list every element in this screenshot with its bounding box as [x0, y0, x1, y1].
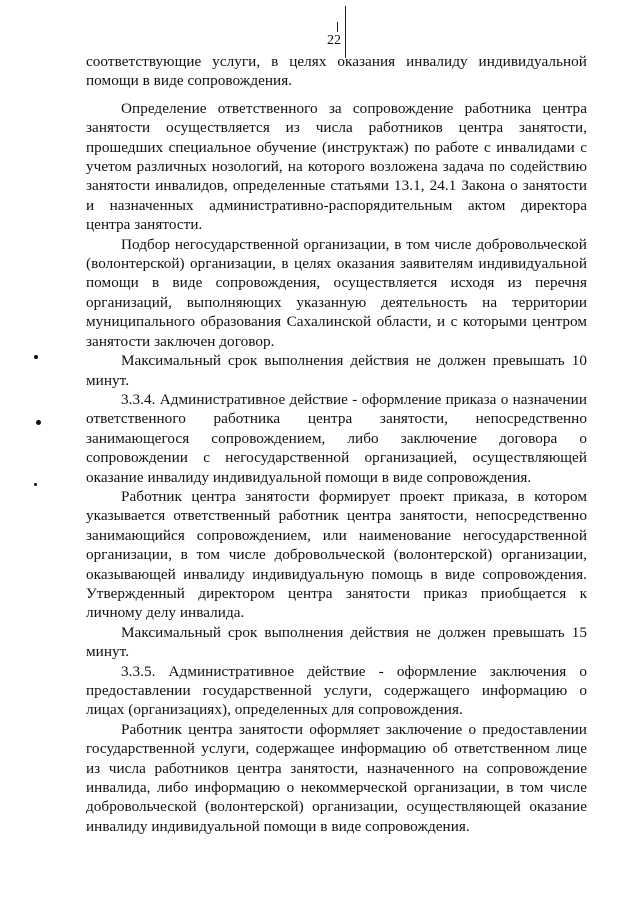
paragraph: 3.3.5. Административное действие - оформление заключения о предоставлении государственной услуги, содержащего информацию о лицах (организациях), определенных для сопровождения. — [86, 662, 587, 719]
scan-artifact-line — [345, 6, 346, 58]
binding-hole-mark — [34, 355, 38, 359]
paragraph: Подбор негосударственной организации, в том числе добровольческой (волонтерской) организации, в целях оказания заявителям индивидуальной помощи в виде сопровождения, осуществляется исходя из перечня организаций, выполняющих указанную деятельность на территории муниципального образования Сахалинской области, и с которыми центром занятости заключен договор. — [86, 235, 587, 350]
paragraph: 3.3.4. Административное действие - оформление приказа о назначении ответственного работника центра занятости, непосредственно занимающегося сопровождением, либо заключение договора о сопровождении с негосударственной организацией, осуществляющей оказание инвалиду индивидуальной помощи в виде сопровождения. — [86, 390, 587, 486]
page-number: 22 — [327, 33, 341, 48]
binding-hole-mark — [34, 483, 37, 486]
paragraph: Определение ответственного за сопровождение работника центра занятости осуществляется из числа работников центра занятости, прошедших специальное обучение (инструктаж) по работе с инвалидами с учетом различных нозологий, на которого возложена задача по содействию занятости инвалидов, определенные статьями 13.1, 24.1 Закона о занятости и назначенных административно-распорядительным актом директора центра занятости. — [86, 99, 587, 234]
paragraph: Работник центра занятости оформляет заключение о предоставлении государственной услуги, содержащее информацию об ответственном лице из числа работников центра занятости, назначенного на сопровождение инвалида, либо информацию о некоммерческой организации, в том числе добровольческой (волонтерской) организации, осуществляющей оказание инвалиду индивидуальной помощи в виде сопровождения. — [86, 720, 587, 835]
paragraph: соответствующие услуги, в целях оказания инвалиду индивидуальной помощи в виде сопровождения. — [86, 53, 587, 90]
scan-artifact-line — [337, 22, 338, 32]
document-body — [86, 52, 587, 836]
binding-hole-mark — [36, 420, 41, 425]
paragraph: Максимальный срок выполнения действия не должен превышать 15 минут. — [86, 623, 587, 661]
paragraph: Максимальный срок выполнения действия не должен превышать 10 минут. — [86, 352, 587, 389]
paragraph: Работник центра занятости формирует проект приказа, в котором указывается ответственный работник центра занятости, непосредственно занимающийся сопровождением, или наименование негосударственной организации, в том числе добровольческой (волонтерской) организации, оказывающей инвалиду индивидуальную помощь в виде сопровождения. Утвержденный директором центра занятости приказ приобщается к личному делу инвалида. — [86, 487, 587, 622]
